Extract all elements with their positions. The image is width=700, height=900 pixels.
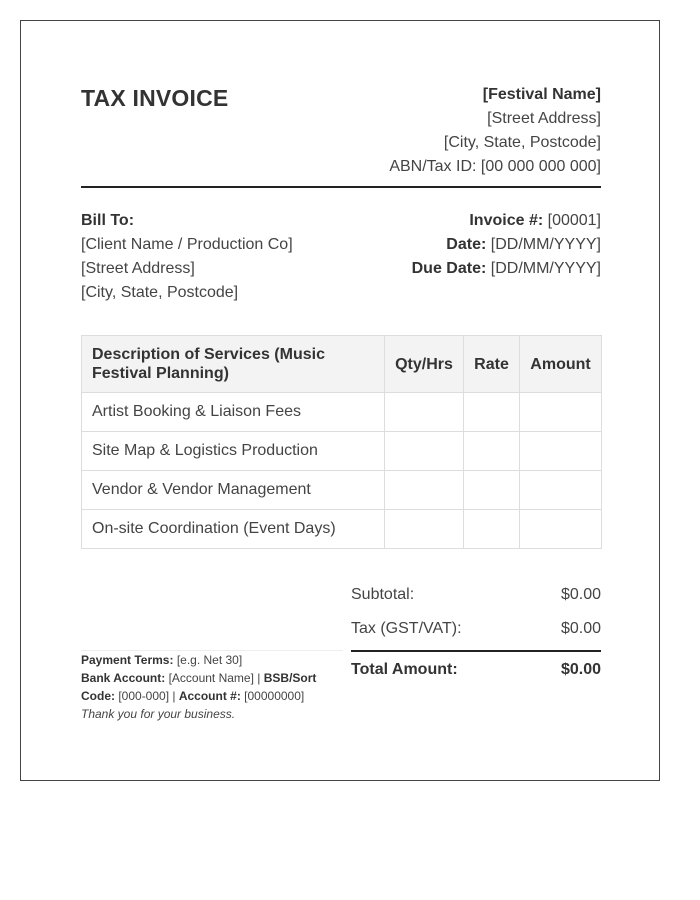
bsb-label: BSB/Sort Code:: [81, 671, 317, 703]
totals-block: [351, 581, 601, 690]
subtotal-label: Subtotal:: [351, 586, 415, 603]
row-rate: [464, 393, 520, 432]
account-number-value: [00000000]: [240, 689, 305, 703]
row-qty: [385, 510, 464, 549]
issuer-details: [389, 83, 601, 179]
table-row: [82, 471, 602, 510]
row-rate: [464, 471, 520, 510]
invoice-number-label: Invoice #:: [469, 212, 544, 229]
invoice-content: [81, 21, 601, 780]
row-rate: [464, 510, 520, 549]
account-number-label: Account #:: [178, 689, 241, 703]
payment-terms-label: Payment Terms:: [81, 653, 174, 667]
tax-row: [351, 615, 601, 649]
row-description: Vendor & Vendor Management: [82, 471, 385, 510]
invoice-due-date-value: [DD/MM/YYYY]: [486, 260, 601, 277]
invoice-due-date: [412, 257, 601, 281]
invoice-meta: [412, 209, 601, 281]
invoice-number: [412, 209, 601, 233]
invoice-date-value: [DD/MM/YYYY]: [486, 236, 601, 253]
bill-to-block: [81, 209, 293, 305]
invoice-due-date-label: Due Date:: [411, 260, 487, 277]
row-qty: [385, 393, 464, 432]
bank-account-value: [Account Name] |: [165, 671, 264, 685]
payment-terms-value: [e.g. Net 30]: [173, 653, 243, 667]
bill-to-client: [Client Name / Production Co]: [81, 236, 293, 253]
bill-to-heading: Bill To:: [81, 212, 135, 229]
terms-divider: [81, 650, 343, 651]
bill-to-street: [Street Address]: [81, 260, 195, 277]
row-description: On-site Coordination (Event Days): [82, 510, 385, 549]
header-rate: Rate: [464, 336, 520, 393]
row-amount: [520, 393, 602, 432]
services-table: [81, 335, 602, 549]
subtotal-row: [351, 581, 601, 615]
header-description: Description of Services (Music Festival Planning): [82, 336, 385, 393]
row-amount: [520, 432, 602, 471]
invoice-number-value: [00001]: [543, 212, 601, 229]
issuer-abn: ABN/Tax ID: [00 000 000 000]: [389, 158, 601, 175]
row-qty: [385, 471, 464, 510]
document-title: TAX INVOICE: [81, 85, 229, 111]
subtotal-value: $0.00: [560, 586, 601, 603]
row-description: Artist Booking & Liaison Fees: [82, 393, 385, 432]
bank-account-label: Bank Account:: [81, 671, 166, 685]
bsb-value: [000-000] |: [115, 689, 179, 703]
bill-to-city: [City, State, Postcode]: [81, 284, 239, 301]
issuer-street: [Street Address]: [487, 110, 601, 127]
tax-value: $0.00: [560, 620, 601, 637]
row-qty: [385, 432, 464, 471]
table-row: [82, 432, 602, 471]
row-amount: [520, 510, 602, 549]
header-divider: [81, 186, 601, 188]
tax-label: Tax (GST/VAT):: [351, 620, 462, 637]
row-description: Site Map & Logistics Production: [82, 432, 385, 471]
header-amount: Amount: [520, 336, 602, 393]
invoice-date: [412, 233, 601, 257]
row-rate: [464, 432, 520, 471]
issuer-name: [Festival Name]: [482, 86, 601, 103]
total-value: $0.00: [560, 661, 601, 678]
payment-terms-block: [81, 651, 351, 723]
invoice-page: [20, 20, 660, 781]
issuer-city: [City, State, Postcode]: [443, 134, 601, 151]
table-row: [82, 510, 602, 549]
row-amount: [520, 471, 602, 510]
total-row: [351, 650, 601, 690]
invoice-date-label: Date:: [446, 236, 487, 253]
thank-you-note: Thank you for your business.: [81, 707, 236, 721]
header-qty: Qty/Hrs: [385, 336, 464, 393]
payment-terms: [81, 651, 351, 669]
bank-details: [81, 669, 351, 705]
total-label: Total Amount:: [351, 661, 458, 678]
table-row: [82, 393, 602, 432]
table-header-row: [82, 336, 602, 393]
